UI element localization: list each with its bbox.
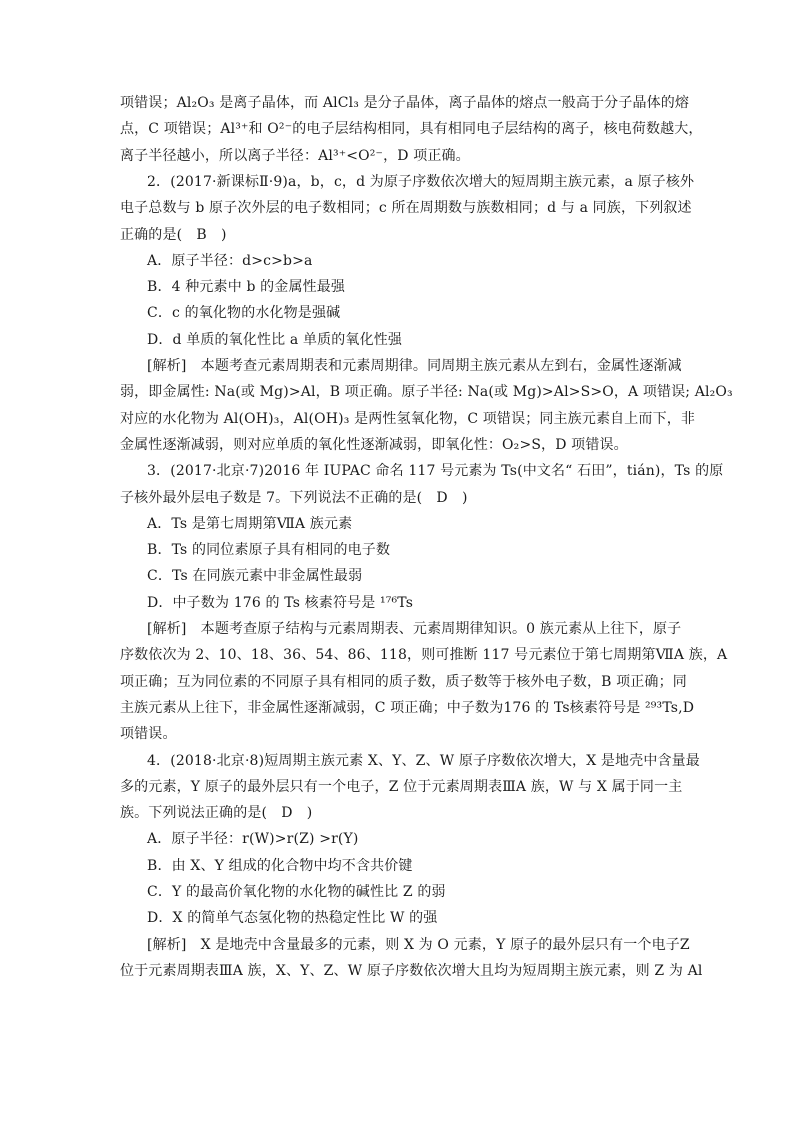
text-line: B．Ts 的同位素原子具有相同的电子数 [147, 542, 391, 559]
text-line: 3．(2017·北京·7)2016 年 IUPAC 命名 117 号元素为 Ts(中文名“ 石田”，tián)，Ts 的原 [147, 463, 724, 480]
text-line: 子核外最外层电子数是 7。下列说法不正确的是( D ) [120, 489, 468, 506]
text-line: 多的元素，Y 原子的最外层只有一个电子，Z 位于元素周期表ⅢA 族，W 与 X 属于同一主 [120, 778, 683, 795]
text-line: 弱，即金属性: Na(或 Mg)>Al，B 项正确。原子半径: Na(或 Mg)>Al>S>O，A 项错误; Al₂O₃ [120, 384, 733, 401]
text-line: 项错误。 [120, 726, 177, 743]
text-line: 对应的水化物为 Al(OH)₃，Al(OH)₃ 是两性氢氧化物，C 项错误；同主族元素自上而下，非 [120, 410, 696, 427]
text-line: C．c 的氧化物的水化物是强碱 [147, 305, 341, 322]
text-line: 电子总数与 b 原子次外层的电子数相同；c 所在周期数与族数相同；d 与 a 同族，下列叙述 [120, 200, 692, 217]
text-line: C．Y 的最高价氧化物的水化物的碱性比 Z 的弱 [147, 884, 446, 900]
text-line: A．Ts 是第七周期第ⅦA 族元素 [147, 515, 353, 532]
text-line: 4．(2018·北京·8)短周期主族元素 X、Y、Z、W 原子序数依次增大，X 是地壳中含量最 [147, 752, 700, 769]
text-line: 主族元素从上往下，非金属性逐渐减弱，C 项正确；中子数为176 的 Ts核素符号是 ²⁹³Ts,D [120, 699, 695, 716]
text-line: 2．(2017·新课标Ⅱ·9)a，b，c，d 为原子序数依次增大的短周期主族元素，a 原子核外 [147, 173, 695, 190]
text-line: D．d 单质的氧化性比 a 单质的氧化性强 [147, 331, 403, 348]
text-line: 序数依次为 2、10、18、36、54、86、118，则可推断 117 号元素位于第七周期第ⅦA 族，A [120, 647, 728, 664]
text-line: B．由 X、Y 组成的化合物中均不含共价键 [147, 857, 413, 874]
text-line: 位于元素周期表ⅢA 族，X、Y、Z、W 原子序数依次增大且均为短周期主族元素，则 Z 为 Al [120, 962, 703, 979]
text-line: D．中子数为 176 的 Ts 核素符号是 ¹⁷⁶Ts [147, 594, 414, 611]
text-line: D．X 的简单气态氢化物的热稳定性比 W 的强 [147, 910, 438, 927]
text-line: 族。下列说法正确的是( D ) [120, 805, 313, 822]
text-line: A．原子半径：r(W)>r(Z) >r(Y) [147, 831, 359, 848]
text-line: 离子半径越小，所以离子半径：Al³⁺<O²⁻，D 项正确。 [120, 147, 470, 164]
text-line: 正确的是( B ) [120, 226, 227, 243]
text-line: 项错误；Al₂O₃ 是离子晶体，而 AlCl₃ 是分子晶体，离子晶体的熔点一般高于分子晶体的熔 [120, 95, 690, 111]
text-line: [解析] 本题考查原子结构与元素周期表、元素周期律知识。0 族元素从上往下，原子 [147, 621, 682, 637]
text-line: 点，C 项错误；Al³⁺和 O²⁻的电子层结构相同，具有相同电子层结构的离子，核电荷数越大， [120, 121, 703, 138]
text-line: 项正确；互为同位素的不同原子具有相同的质子数，质子数等于核外电子数，B 项正确；同 [120, 673, 687, 690]
text-line: A．原子半径：d>c>b>a [147, 252, 313, 269]
text-line: B．4 种元素中 b 的金属性最强 [147, 279, 346, 296]
text-line: [解析] X 是地壳中含量最多的元素，则 X 为 O 元素，Y 原子的最外层只有一个电子Z [147, 936, 690, 953]
text-line: C．Ts 在同族元素中非金属性最弱 [147, 568, 363, 585]
text-line: 金属性逐渐减弱，则对应单质的氧化性逐渐减弱，即氧化性：O₂>S，D 项错误。 [120, 436, 628, 453]
text-line: [解析] 本题考查元素周期表和元素周期律。同周期主族元素从左到右，金属性逐渐减 [147, 358, 682, 374]
